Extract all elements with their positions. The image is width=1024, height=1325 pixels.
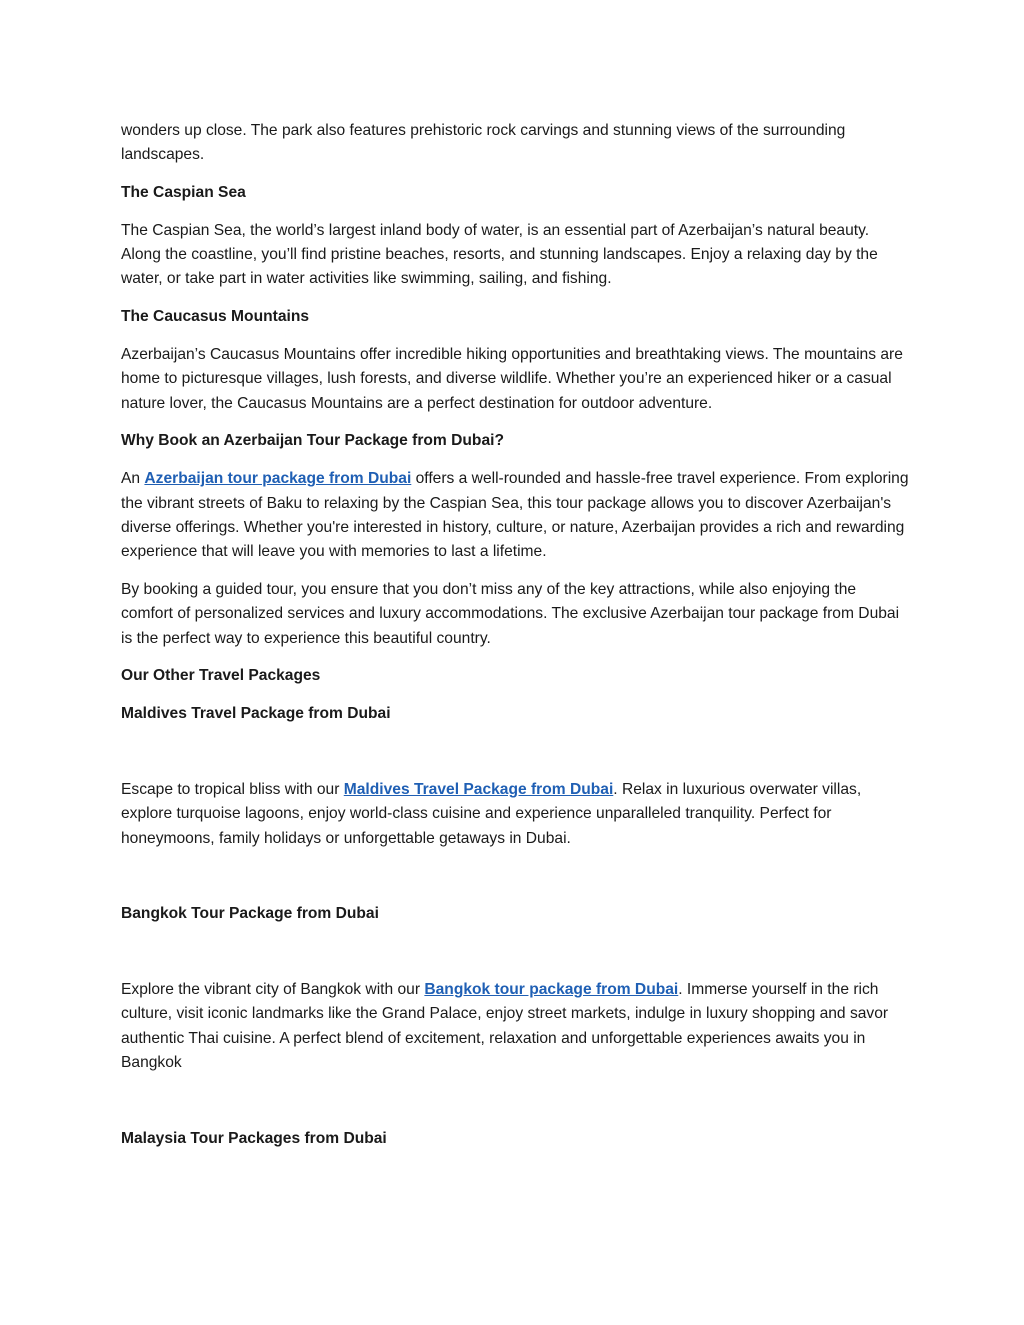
maldives-text-after: . Relax in luxurious overwater villas, explore turquoise lagoons, enjoy world-class cuisine and experience unparalleled tranquility. Perfect for honeymoons, family holidays or unforgettable getaways in Dubai. — [121, 780, 862, 847]
bangkok-text-before: Explore the vibrant city of Bangkok with our — [121, 981, 425, 999]
intro-continuation: wonders up close. The park also features prehistoric rock carvings and stunning views of the surrounding landscapes. — [121, 122, 846, 164]
why-book-text-before: An — [121, 470, 145, 488]
bangkok-text-after: . Immerse yourself in the rich culture, visit iconic landmarks like the Grand Palace, enjoy street markets, indulge in luxury shopping and savor authentic Thai cuisine. A perfect blend of excitement, relaxation and unforgettable experiences awaits you in Bangkok — [121, 981, 889, 1072]
heading-why-book: Why Book an Azerbaijan Tour Package from Dubai? — [121, 432, 504, 450]
why-book-paragraph-1 — [121, 467, 911, 564]
azerbaijan-package-link[interactable]: Azerbaijan tour package from Dubai — [144, 470, 412, 488]
caspian-sea-paragraph: The Caspian Sea, the world’s largest inland body of water, is an essential part of Azerbaijan’s natural beauty. Along the coastline, you’ll find pristine beaches, resorts, and stunning landscapes. Enjoy a relaxing day by the water, or take part in water activities like swimming, sailing, and fishing. — [121, 221, 878, 288]
heading-caspian-sea: The Caspian Sea — [121, 184, 246, 202]
maldives-paragraph — [121, 778, 911, 851]
heading-malaysia: Malaysia Tour Packages from Dubai — [121, 1129, 387, 1147]
why-book-paragraph-2: By booking a guided tour, you ensure that you don’t miss any of the key attractions, while also enjoying the comfort of personalized services and luxury accommodations. The exclusive Azerbaijan tour package from Dubai is the perfect way to experience this beautiful country. — [121, 580, 900, 647]
bangkok-package-link[interactable]: Bangkok tour package from Dubai — [424, 981, 679, 999]
bangkok-paragraph — [121, 978, 911, 1075]
maldives-text-before: Escape to tropical bliss with our — [121, 780, 344, 798]
heading-maldives: Maldives Travel Package from Dubai — [121, 705, 391, 723]
caucasus-mountains-paragraph: Azerbaijan’s Caucasus Mountains offer incredible hiking opportunities and breathtaking views. The mountains are home to picturesque villages, lush forests, and diverse wildlife. Whether you’re an experienced hiker or a casual nature lover, the Caucasus Mountains are a perfect destination for outdoor adventure. — [121, 346, 903, 412]
document-page — [121, 119, 911, 1165]
heading-bangkok: Bangkok Tour Package from Dubai — [121, 905, 379, 923]
maldives-package-link[interactable]: Maldives Travel Package from Dubai — [343, 780, 614, 798]
heading-caucasus-mountains: The Caucasus Mountains — [121, 308, 310, 326]
heading-other-packages: Our Other Travel Packages — [121, 667, 321, 685]
why-book-text-after: offers a well-rounded and hassle-free travel experience. From exploring the vibrant streets of Baku to relaxing by the Caspian Sea, this tour package allows you to discover Azerbaijan's diverse offerings. Whether you're interested in history, culture, or nature, Azerbaijan provides a rich and rewarding experience that will leave you with memories to last a lifetime. — [121, 470, 909, 561]
